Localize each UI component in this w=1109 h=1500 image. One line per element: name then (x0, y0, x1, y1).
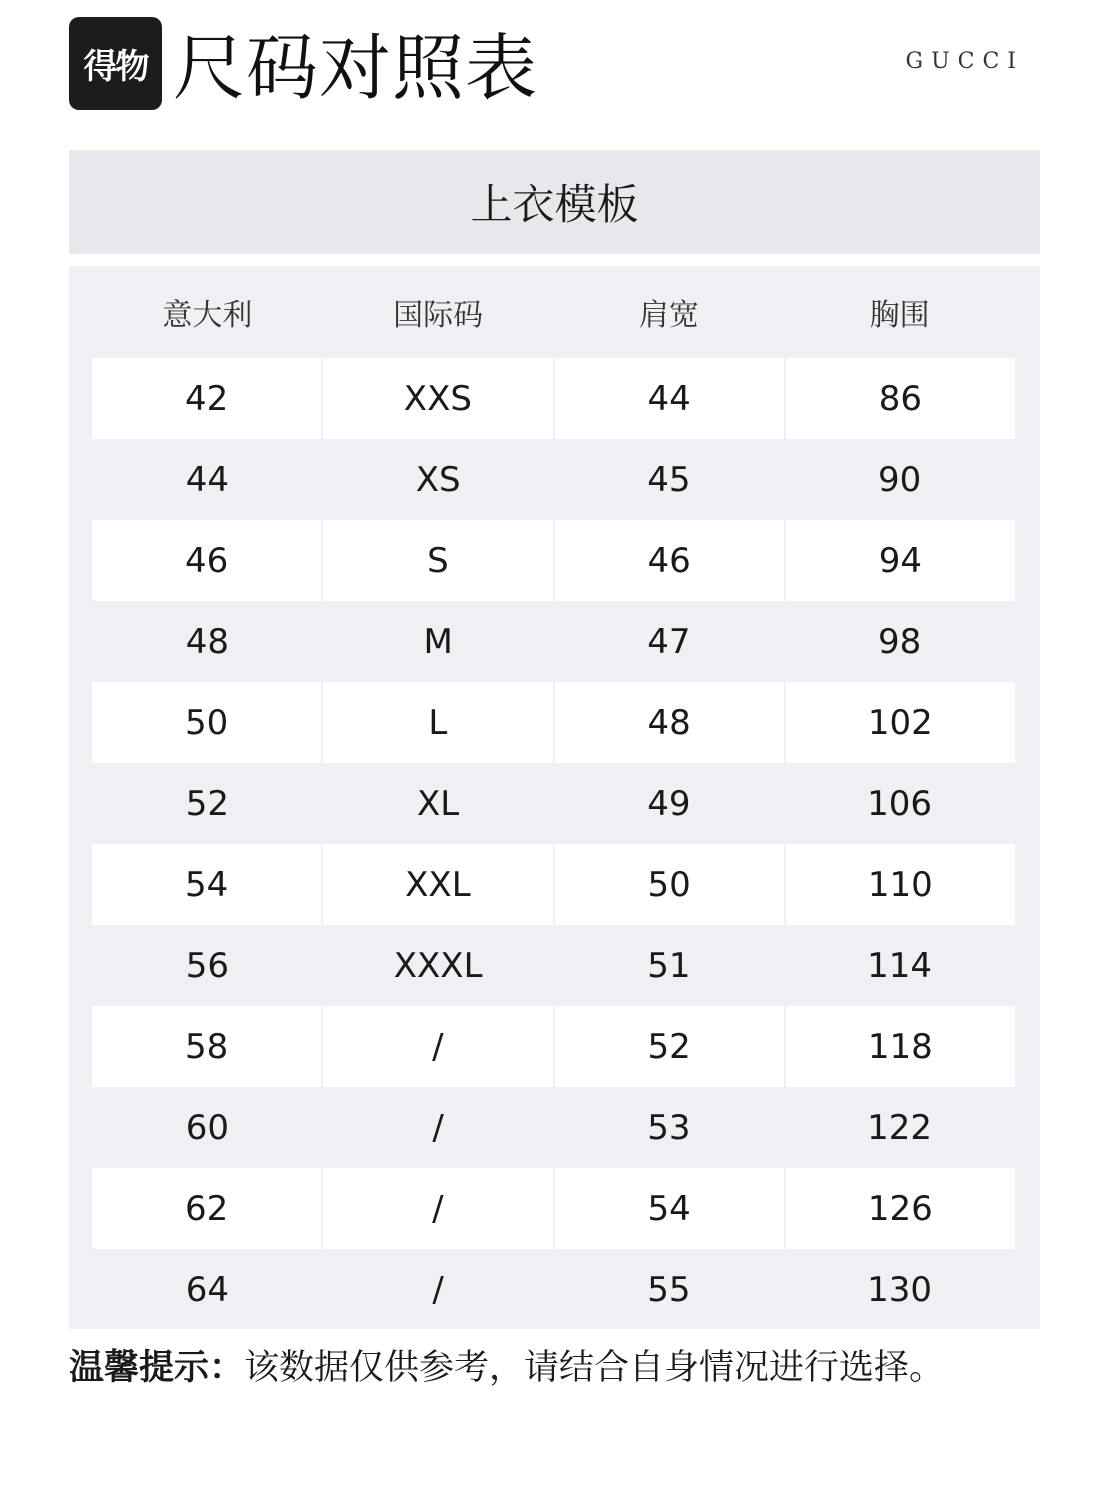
table-cell: 45 (647, 459, 691, 500)
column-header: 肩宽 (638, 298, 699, 333)
table-cell: S (323, 520, 554, 601)
footnote-text: 该数据仅供参考，请结合自身情况进行选择。 (244, 1348, 945, 1388)
table-cell: 114 (867, 945, 933, 986)
table-cell: 102 (786, 682, 1015, 763)
table-cell: 42 (92, 358, 323, 439)
table-cell: 50 (555, 844, 786, 925)
table-cell: XXL (323, 844, 554, 925)
table-cell: L (323, 682, 554, 763)
brand-logo: GUCCI (905, 49, 1024, 74)
footnote (69, 1340, 944, 1396)
table-cell: 56 (185, 945, 229, 986)
table-cell: 110 (786, 844, 1015, 925)
table-header-row (92, 266, 1015, 358)
table-cell: 58 (92, 1006, 323, 1087)
section-title: 上衣模板 (69, 150, 1040, 254)
table-cell: / (432, 1107, 444, 1148)
table-cell: 94 (786, 520, 1015, 601)
dewu-logo: 得物 (69, 17, 162, 110)
table-row (92, 925, 1015, 1006)
footnote-label: 温馨提示： (69, 1348, 245, 1388)
table-cell: M (423, 621, 453, 662)
table-cell: 46 (92, 520, 323, 601)
table-cell: 48 (185, 621, 229, 662)
table-cell: 86 (786, 358, 1015, 439)
table-cell: 64 (185, 1269, 229, 1310)
column-header: 胸围 (869, 298, 930, 333)
table-cell: XXXL (393, 945, 483, 986)
table-row (92, 358, 1015, 439)
table-cell: 90 (877, 459, 922, 500)
table-row (92, 601, 1015, 682)
table-row (92, 1006, 1015, 1087)
table-cell: 49 (647, 783, 691, 824)
table-cell: 52 (555, 1006, 786, 1087)
table-row (92, 844, 1015, 925)
table-cell: 46 (555, 520, 786, 601)
table-cell: 44 (185, 459, 229, 500)
table-cell: 44 (555, 358, 786, 439)
table-cell: 51 (647, 945, 691, 986)
table-row (92, 1168, 1015, 1249)
table-row (92, 1087, 1015, 1168)
table-row (92, 682, 1015, 763)
size-table (69, 266, 1040, 1329)
table-cell: 55 (647, 1269, 691, 1310)
header (69, 17, 1040, 117)
table-cell: XXS (323, 358, 554, 439)
table-cell: 53 (647, 1107, 691, 1148)
table-cell: 98 (877, 621, 922, 662)
column-header: 国际码 (393, 298, 484, 333)
table-cell: 47 (647, 621, 691, 662)
table-cell: 54 (555, 1168, 786, 1249)
table-row (92, 520, 1015, 601)
table-cell: 50 (92, 682, 323, 763)
table-cell: XL (417, 783, 460, 824)
table-cell: / (432, 1269, 444, 1310)
column-header: 意大利 (162, 298, 253, 333)
table-row (92, 1249, 1015, 1330)
table-cell: / (323, 1006, 554, 1087)
table-cell: 122 (867, 1107, 933, 1148)
page-title: 尺码对照表 (173, 26, 539, 110)
table-cell: 130 (867, 1269, 933, 1310)
table-row (92, 763, 1015, 844)
table-cell: 52 (185, 783, 229, 824)
table-cell: / (323, 1168, 554, 1249)
table-cell: XS (415, 459, 461, 500)
table-cell: 118 (786, 1006, 1015, 1087)
table-body (92, 358, 1015, 1330)
table-row (92, 439, 1015, 520)
table-cell: 126 (786, 1168, 1015, 1249)
table-cell: 60 (185, 1107, 229, 1148)
table-cell: 62 (92, 1168, 323, 1249)
table-cell: 48 (555, 682, 786, 763)
table-cell: 54 (92, 844, 323, 925)
table-cell: 106 (867, 783, 933, 824)
